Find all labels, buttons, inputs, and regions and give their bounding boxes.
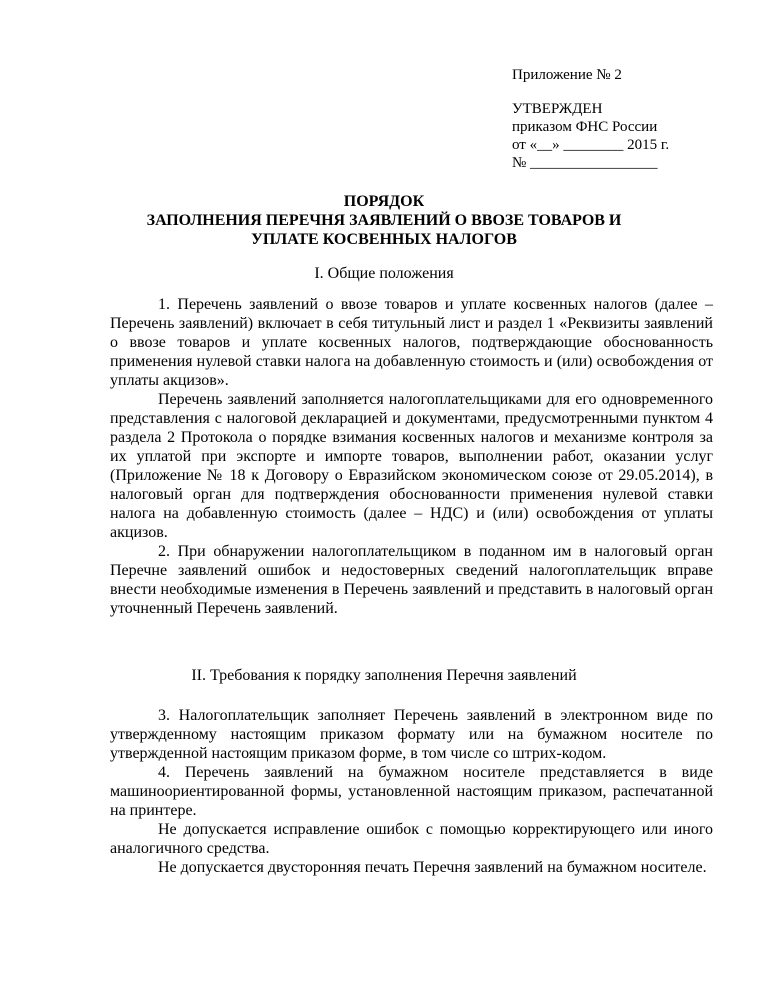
order-number-line: № _________________ [512, 155, 658, 171]
document-title [110, 192, 658, 249]
paragraph-4: 4. Перечень заявлений на бумажном носителе представляется в виде машиноориентированной формы, установленной настоящим приказом, распечатанной на принтере. [110, 764, 713, 819]
title-line-2: ЗАПОЛНЕНИЯ ПЕРЕЧНЯ ЗАЯВЛЕНИЙ О ВВОЗЕ ТОВАРОВ И [146, 212, 622, 229]
section-2-body [110, 706, 713, 877]
title-line-1: ПОРЯДОК [343, 193, 425, 210]
paragraph-4-note-corrections: Не допускается исправление ошибок с помощью корректирующего или иного аналогичного средства. [110, 821, 713, 857]
paragraph-4-note-double-sided: Не допускается двусторонняя печать Перечня заявлений на бумажном носителе. [158, 859, 707, 876]
section-2-heading: II. Требования к порядку заполнения Перечня заявлений [191, 667, 577, 684]
section-1-heading: I. Общие положения [314, 265, 454, 282]
approved-label: УТВЕРЖДЕН [512, 101, 603, 117]
paragraph-1-continued: Перечень заявлений заполняется налогоплательщиками для его одновременного представления с налоговой декларацией и документами, предусмотренными пунктом 4 раздела 2 Протокола о порядке взимания косвенных налогов и механизме контроля за их уплатой при экспорте и импорте товаров, выполнении работ, оказании услуг (Приложение № 18 к Договору о Евразийском экономическом союзе от 29.05.2014), в налоговый орган для подтверждения обоснованности применения нулевой ставки налога на добавленную стоимость (далее – НДС) и (или) освобождения от уплаты акцизов. [110, 391, 713, 541]
paragraph-3: 3. Налогоплательщик заполняет Перечень заявлений в электронном виде по утвержденному настоящим приказом формату или на бумажном носителе по утвержденной настоящим приказом форме, в том числе со штрих-кодом. [110, 707, 713, 762]
section-1-body [110, 295, 713, 618]
paragraph-1: 1. Перечень заявлений о ввозе товаров и уплате косвенных налогов (далее – Перечень заявлений) включает в себя титульный лист и раздел 1 «Реквизиты заявлений о ввозе товаров и уплате косвенных налогов, подтверждающие обоснованность применения нулевой ставки налога на добавленную стоимость и (или) освобождения от уплаты акцизов». [110, 296, 713, 389]
order-date-line: от «__» ________ 2015 г. [512, 137, 670, 153]
title-line-3: УПЛАТЕ КОСВЕННЫХ НАЛОГОВ [251, 231, 517, 248]
approval-block [512, 66, 712, 172]
approved-by-order: приказом ФНС России [512, 119, 658, 135]
paragraph-2: 2. При обнаружении налогоплательщиком в поданном им в налоговый орган Перечне заявлений ошибок и недостоверных сведений налогоплательщик вправе внести необходимые изменения в Перечень заявлений и представить в налоговый орган уточненный Перечень заявлений. [110, 543, 713, 617]
appendix-number: Приложение № 2 [512, 67, 622, 83]
